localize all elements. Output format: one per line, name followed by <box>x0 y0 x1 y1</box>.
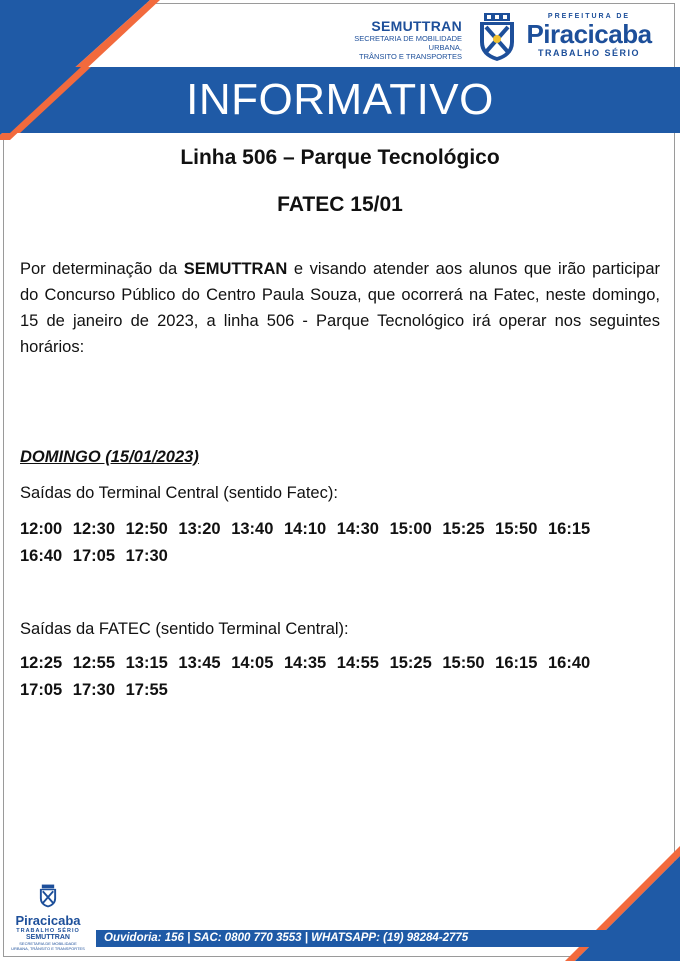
prefeitura-label: PREFEITURA DE <box>547 13 631 20</box>
departure-time: 17:55 <box>125 681 168 699</box>
footer-semuttran-name: SEMUTTRAN <box>26 934 70 941</box>
departure-time: 16:40 <box>547 654 591 672</box>
departure-time: 16:15 <box>495 654 538 672</box>
outbound-times <box>20 516 660 570</box>
departure-time: 15:50 <box>495 520 538 538</box>
notice-text-after: e visando atender aos alunos que irão participar do Concurso Público do Centro Paula Souza, que ocorrerá na Fatec, neste domingo, 15 de janeiro de 2023, a linha 506 - Parque Tecnológico irá operar nos seguintes horários: <box>20 260 660 356</box>
departure-time: 12:55 <box>72 654 115 672</box>
informativo-banner: INFORMATIVO <box>0 67 680 133</box>
departure-time: 17:05 <box>72 547 115 565</box>
notice-bold-word: SEMUTTRAN <box>183 260 288 278</box>
notice-text-before: Por determinação da <box>20 260 184 278</box>
footer-city-name: Piracicaba <box>15 913 81 928</box>
departure-time: 15:25 <box>442 520 485 538</box>
departure-time: 16:40 <box>20 547 63 565</box>
day-heading: DOMINGO (15/01/2023) <box>20 448 199 466</box>
inbound-label: Saídas da FATEC (sentido Terminal Central): <box>20 620 349 638</box>
event-title: FATEC 15/01 <box>277 193 403 216</box>
departure-time: 12:00 <box>20 520 63 538</box>
semuttran-subtitle-1: SECRETARIA DE MOBILIDADE URBANA, <box>354 34 462 52</box>
footer-slogan: TRABALHO SÉRIO <box>16 928 80 934</box>
departure-time: 13:40 <box>231 520 274 538</box>
semuttran-subtitle-2: TRÂNSITO E TRANSPORTES <box>359 52 462 61</box>
departure-time: 17:30 <box>125 547 168 565</box>
departure-time: 16:15 <box>547 520 591 538</box>
city-slogan: TRABALHO SÉRIO <box>538 48 640 58</box>
departure-time: 15:25 <box>389 654 432 672</box>
city-crest-icon <box>476 12 518 62</box>
departure-time: 12:25 <box>20 654 63 672</box>
outbound-label: Saídas do Terminal Central (sentido Fatec): <box>20 484 338 502</box>
inbound-times <box>20 650 660 704</box>
departure-time: 13:20 <box>178 520 221 538</box>
departure-time: 14:55 <box>336 654 379 672</box>
departure-time: 14:10 <box>283 520 327 538</box>
notice-paragraph <box>20 256 660 360</box>
banner-stripe-decoration <box>0 67 160 133</box>
departure-time: 14:35 <box>283 654 327 672</box>
footer-semuttran-subtitle: SECRETARIA DE MOBILIDADE URBANA, TRÂNSITO E TRANSPORTES <box>11 941 85 951</box>
departure-time: 12:30 <box>72 520 115 538</box>
departure-time: 14:05 <box>231 654 274 672</box>
footer-crest-icon <box>38 884 58 908</box>
footer-contacts: Ouvidoria: 156 | SAC: 0800 770 3553 | WHATSAPP: (19) 98284-2775 <box>96 930 680 947</box>
departure-time: 14:30 <box>336 520 379 538</box>
footer-logo <box>10 884 86 951</box>
departure-time: 15:50 <box>442 654 485 672</box>
semuttran-name: SEMUTTRAN <box>371 18 462 34</box>
departure-time: 17:30 <box>72 681 115 699</box>
line-title: Linha 506 – Parque Tecnológico <box>180 146 500 169</box>
departure-time: 13:45 <box>178 654 221 672</box>
departure-time: 13:15 <box>125 654 168 672</box>
city-name: Piracicaba <box>526 19 652 49</box>
semuttran-logo <box>330 18 462 61</box>
prefeitura-logo <box>522 13 656 58</box>
departure-time: 17:05 <box>20 681 63 699</box>
departure-time: 12:50 <box>125 520 168 538</box>
departure-time: 15:00 <box>389 520 432 538</box>
